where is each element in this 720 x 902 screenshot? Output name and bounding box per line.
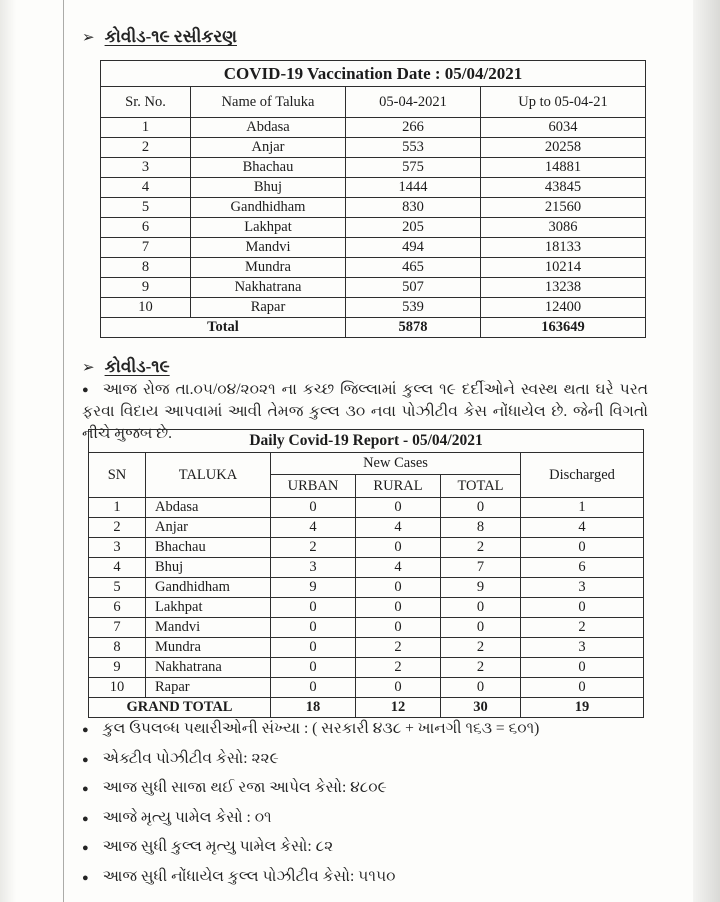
cell-day-count: 266 xyxy=(346,118,481,138)
cell-sr-no: 3 xyxy=(101,158,191,178)
cell-rural: 0 xyxy=(356,498,441,518)
cell-taluka: Gandhidham xyxy=(146,578,271,598)
cell-urban: 0 xyxy=(271,658,356,678)
cell-total: 9 xyxy=(441,578,521,598)
cell-rural: 4 xyxy=(356,558,441,578)
cell-sn: 5 xyxy=(89,578,146,598)
cell-cumulative-count: 6034 xyxy=(481,118,646,138)
column-header-cumulative: Up to 05-04-21 xyxy=(481,87,646,118)
cell-cumulative-count: 20258 xyxy=(481,138,646,158)
cell-day-count: 575 xyxy=(346,158,481,178)
cell-day-count: 494 xyxy=(346,238,481,258)
total-day-count: 5878 xyxy=(346,318,481,338)
vaccination-table-row xyxy=(101,218,646,238)
cell-taluka: Lakhpat xyxy=(146,598,271,618)
section-daily-heading xyxy=(82,357,170,377)
cell-rural: 4 xyxy=(356,518,441,538)
section-vaccination-heading xyxy=(82,27,237,47)
daily-table-row xyxy=(89,578,644,598)
cell-rural: 0 xyxy=(356,538,441,558)
daily-table-row xyxy=(89,618,644,638)
cell-taluka: Anjar xyxy=(146,518,271,538)
cell-discharged: 0 xyxy=(521,678,644,698)
cell-rural: 0 xyxy=(356,678,441,698)
footer-bullet-text: એક્ટીવ પોઝીટીવ કેસો: ૨૨૯ xyxy=(102,749,279,767)
cell-sn: 9 xyxy=(89,658,146,678)
section-daily-heading-text: કોવીડ-૧૯ xyxy=(104,357,170,376)
column-header-rural: RURAL xyxy=(356,475,441,498)
vaccination-table-title: COVID-19 Vaccination Date : 05/04/2021 xyxy=(101,61,646,87)
cell-total: 2 xyxy=(441,638,521,658)
cell-discharged: 0 xyxy=(521,538,644,558)
cell-urban: 2 xyxy=(271,538,356,558)
cell-discharged: 3 xyxy=(521,638,644,658)
cell-day-count: 465 xyxy=(346,258,481,278)
footer-bullet-text: આજ સુધી સાજા થઈ રજા આપેલ કેસો: ૪૮૦૯ xyxy=(102,779,387,796)
daily-table-row xyxy=(89,678,644,698)
vaccination-table-row xyxy=(101,118,646,138)
cell-sn: 10 xyxy=(89,678,146,698)
grand-total-total: 30 xyxy=(441,698,521,718)
column-header-taluka: TALUKA xyxy=(146,453,271,498)
cell-total: 2 xyxy=(441,538,521,558)
cell-taluka: Lakhpat xyxy=(191,218,346,238)
cell-taluka: Mandvi xyxy=(146,618,271,638)
vaccination-table-row xyxy=(101,278,646,298)
cell-cumulative-count: 43845 xyxy=(481,178,646,198)
bullet-dot-icon: ● xyxy=(82,871,89,884)
daily-table-title: Daily Covid-19 Report - 05/04/2021 xyxy=(89,430,644,453)
cell-rural: 0 xyxy=(356,598,441,618)
vaccination-table-row xyxy=(101,258,646,278)
bullet-dot-icon: ● xyxy=(82,783,89,795)
total-label: Total xyxy=(101,318,346,338)
total-cumulative-count: 163649 xyxy=(481,318,646,338)
section-vaccination-heading-text: કોવીડ-૧૯ રસીકરણ xyxy=(104,27,237,46)
vaccination-table-row xyxy=(101,138,646,158)
cell-total: 0 xyxy=(441,598,521,618)
daily-table-row xyxy=(89,598,644,618)
cell-total: 2 xyxy=(441,658,521,678)
bullet-dot-icon: ● xyxy=(82,753,89,766)
bullet-dot-icon: ● xyxy=(82,812,89,825)
grand-total-urban: 18 xyxy=(271,698,356,718)
footer-bullet-item xyxy=(82,838,652,857)
column-header-taluka: Name of Taluka xyxy=(191,87,346,118)
cell-sn: 2 xyxy=(89,518,146,538)
vaccination-table-row xyxy=(101,178,646,198)
cell-sn: 1 xyxy=(89,498,146,518)
cell-taluka: Mandvi xyxy=(191,238,346,258)
cell-sr-no: 4 xyxy=(101,178,191,198)
cell-urban: 0 xyxy=(271,638,356,658)
cell-sr-no: 7 xyxy=(101,238,191,258)
column-header-sr-no: Sr. No. xyxy=(101,87,191,118)
cell-total: 7 xyxy=(441,558,521,578)
footer-bullet-text: કુલ ઉપલબ્ધ પથારીઓની સંખ્યા : ( સરકારી ૪૩૮ + ખાનગી ૧૬૩ = ૬૦૧) xyxy=(102,720,540,737)
daily-table-row xyxy=(89,538,644,558)
cell-total: 0 xyxy=(441,678,521,698)
footer-bullet-item xyxy=(82,779,652,798)
daily-report-note-text: આજ રોજ તા.૦૫/૦૪/૨૦૨૧ ના કચ્છ જિલ્લામાં કુલ્લ ૧૯ દર્દીઓને સ્વસ્થ થતા ઘરે પરત ફરવા વિદાય આપવામાં આવી તેમજ કુલ્લ ૩૦ નવા પોઝીટીવ કેસ નોંધાયેલ છે. જેની વિગતો નીચે મુજબ છે. xyxy=(82,381,648,442)
footer-bullet-text: આજ સુધી નોંધાયેલ કુલ્લ પોઝીટીવ કેસો: ૫૧૫૦ xyxy=(102,867,396,885)
cell-urban: 3 xyxy=(271,558,356,578)
cell-discharged: 4 xyxy=(521,518,644,538)
daily-table-header-row-1 xyxy=(89,453,644,475)
bullet-dot-icon: ● xyxy=(82,384,91,396)
cell-day-count: 205 xyxy=(346,218,481,238)
cell-taluka: Abdasa xyxy=(146,498,271,518)
footer-bullet-item xyxy=(82,809,652,828)
cell-day-count: 1444 xyxy=(346,178,481,198)
cell-sr-no: 10 xyxy=(101,298,191,318)
cell-sr-no: 8 xyxy=(101,258,191,278)
cell-rural: 0 xyxy=(356,618,441,638)
grand-total-discharged: 19 xyxy=(521,698,644,718)
cell-urban: 0 xyxy=(271,598,356,618)
footer-bullet-text: આજ સુધી કુલ્લ મૃત્યુ પામેલ કેસો: ૮૨ xyxy=(102,838,334,855)
daily-table-grand-total-row xyxy=(89,698,644,718)
cell-taluka: Anjar xyxy=(191,138,346,158)
daily-report-table xyxy=(88,429,644,718)
cell-taluka: Bhuj xyxy=(146,558,271,578)
cell-taluka: Nakhatrana xyxy=(146,658,271,678)
cell-sr-no: 2 xyxy=(101,138,191,158)
column-header-urban: URBAN xyxy=(271,475,356,498)
cell-taluka: Rapar xyxy=(191,298,346,318)
cell-taluka: Gandhidham xyxy=(191,198,346,218)
column-header-sn: SN xyxy=(89,453,146,498)
cell-total: 0 xyxy=(441,618,521,638)
cell-taluka: Bhachau xyxy=(191,158,346,178)
cell-cumulative-count: 10214 xyxy=(481,258,646,278)
column-header-discharged: Discharged xyxy=(521,453,644,498)
arrow-bullet-icon: ➢ xyxy=(82,30,95,46)
arrow-bullet-icon: ➢ xyxy=(82,360,95,376)
cell-urban: 4 xyxy=(271,518,356,538)
cell-discharged: 1 xyxy=(521,498,644,518)
cell-sr-no: 5 xyxy=(101,198,191,218)
cell-day-count: 507 xyxy=(346,278,481,298)
cell-cumulative-count: 12400 xyxy=(481,298,646,318)
footer-bullet-text: આજે મૃત્યુ પામેલ કેસો : ૦૧ xyxy=(102,808,272,826)
vaccination-table-title-row xyxy=(101,61,646,87)
cell-taluka: Mundra xyxy=(191,258,346,278)
cell-taluka: Bhachau xyxy=(146,538,271,558)
cell-urban: 0 xyxy=(271,678,356,698)
vaccination-table-row xyxy=(101,198,646,218)
column-header-day: 05-04-2021 xyxy=(346,87,481,118)
cell-sn: 4 xyxy=(89,558,146,578)
daily-table-row xyxy=(89,518,644,538)
cell-discharged: 0 xyxy=(521,658,644,678)
cell-taluka: Mundra xyxy=(146,638,271,658)
cell-sr-no: 6 xyxy=(101,218,191,238)
column-header-new-cases: New Cases xyxy=(271,453,521,475)
daily-table-title-row xyxy=(89,430,644,453)
vaccination-table-row xyxy=(101,298,646,318)
footer-bullet-item xyxy=(82,720,652,739)
vaccination-table xyxy=(100,60,646,338)
cell-sn: 7 xyxy=(89,618,146,638)
cell-sr-no: 9 xyxy=(101,278,191,298)
grand-total-label: GRAND TOTAL xyxy=(89,698,271,718)
cell-taluka: Abdasa xyxy=(191,118,346,138)
cell-urban: 0 xyxy=(271,498,356,518)
vaccination-table-total-row xyxy=(101,318,646,338)
cell-day-count: 539 xyxy=(346,298,481,318)
cell-total: 0 xyxy=(441,498,521,518)
cell-sn: 8 xyxy=(89,638,146,658)
cell-rural: 2 xyxy=(356,658,441,678)
cell-day-count: 830 xyxy=(346,198,481,218)
cell-cumulative-count: 18133 xyxy=(481,238,646,258)
cell-total: 8 xyxy=(441,518,521,538)
footer-bullet-item xyxy=(82,750,652,769)
cell-cumulative-count: 21560 xyxy=(481,198,646,218)
footer-statistics xyxy=(82,720,652,897)
footer-bullet-item xyxy=(82,868,652,887)
cell-day-count: 553 xyxy=(346,138,481,158)
cell-sr-no: 1 xyxy=(101,118,191,138)
cell-cumulative-count: 14881 xyxy=(481,158,646,178)
cell-urban: 0 xyxy=(271,618,356,638)
cell-sn: 3 xyxy=(89,538,146,558)
cell-taluka: Nakhatrana xyxy=(191,278,346,298)
daily-table-row xyxy=(89,638,644,658)
vaccination-table-row xyxy=(101,238,646,258)
cell-urban: 9 xyxy=(271,578,356,598)
cell-rural: 2 xyxy=(356,638,441,658)
cell-taluka: Rapar xyxy=(146,678,271,698)
daily-table-row xyxy=(89,558,644,578)
cell-discharged: 0 xyxy=(521,598,644,618)
cell-taluka: Bhuj xyxy=(191,178,346,198)
daily-table-row xyxy=(89,498,644,518)
bullet-dot-icon: ● xyxy=(82,724,89,736)
cell-discharged: 6 xyxy=(521,558,644,578)
bullet-dot-icon: ● xyxy=(82,842,89,854)
vaccination-table-row xyxy=(101,158,646,178)
cell-cumulative-count: 13238 xyxy=(481,278,646,298)
daily-table-row xyxy=(89,658,644,678)
cell-discharged: 2 xyxy=(521,618,644,638)
cell-rural: 0 xyxy=(356,578,441,598)
grand-total-rural: 12 xyxy=(356,698,441,718)
cell-sn: 6 xyxy=(89,598,146,618)
cell-cumulative-count: 3086 xyxy=(481,218,646,238)
cell-discharged: 3 xyxy=(521,578,644,598)
column-header-total: TOTAL xyxy=(441,475,521,498)
vaccination-table-header-row xyxy=(101,87,646,118)
